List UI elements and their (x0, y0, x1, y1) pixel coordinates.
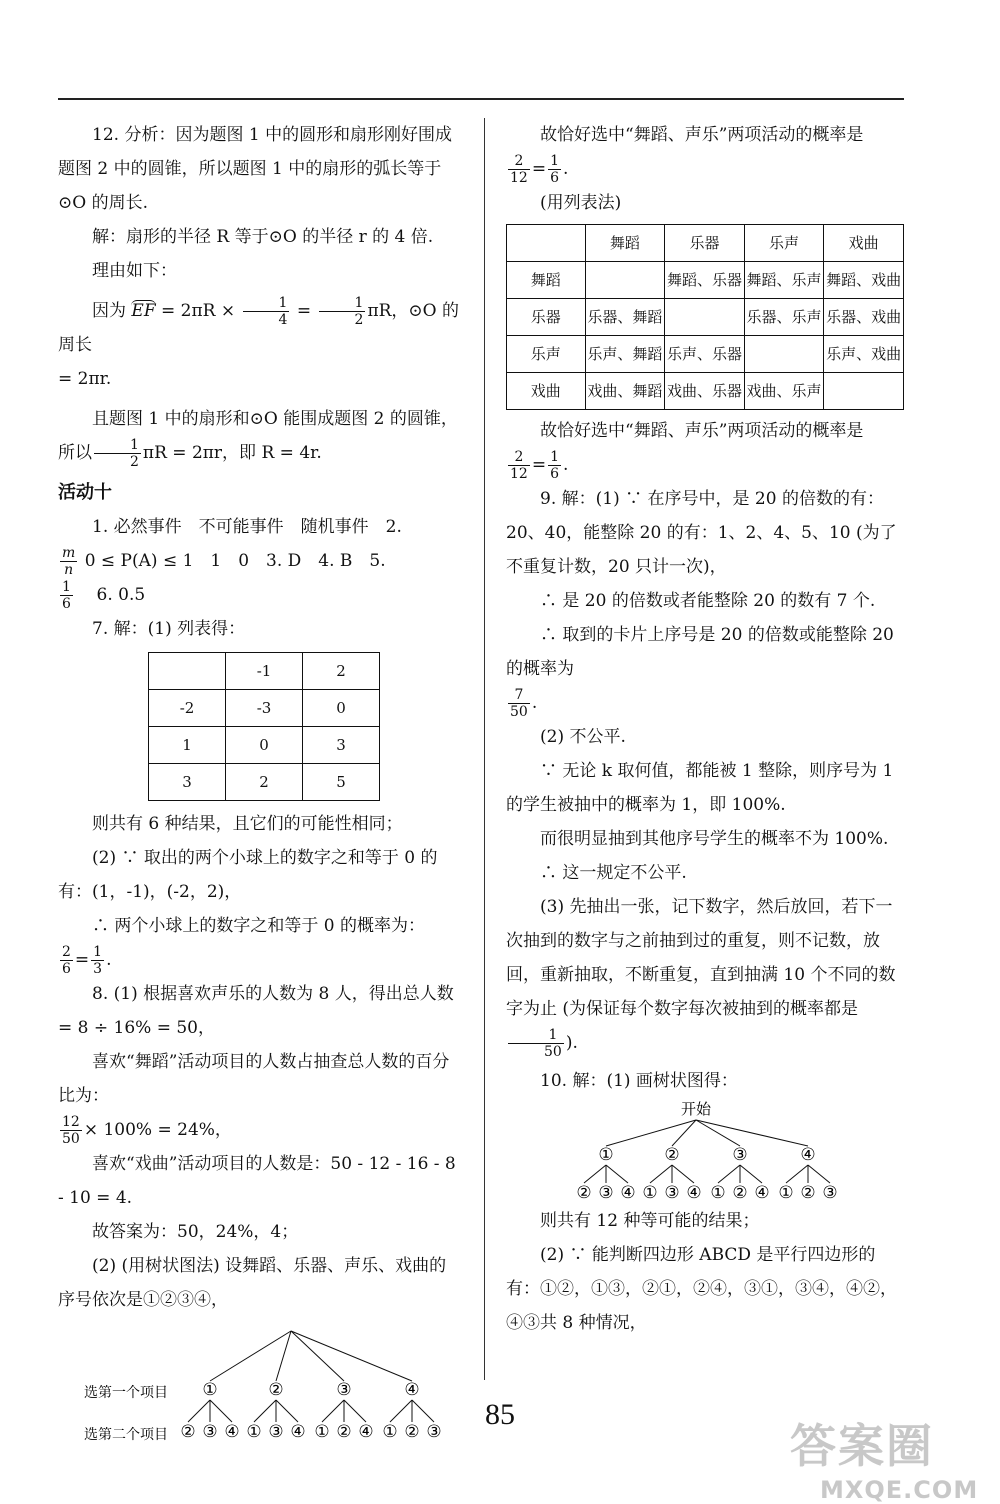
q8-opera: 喜欢“戏曲”活动项目的人数是：50 - 12 - 16 - 8 - 10 = 4. (58, 1154, 456, 1208)
a1-answers: 1. 必然事件 不可能事件 随机事件 2. (92, 517, 402, 537)
r-prob-1: 故恰好选中“舞蹈、声乐”两项活动的概率是 (540, 125, 864, 145)
fraction: $\frac{1}{6}$ (550, 449, 559, 482)
activity-table-row (507, 225, 904, 262)
q10-result: 则共有 12 种等可能的结果； (540, 1211, 760, 1231)
q8-dance: 喜欢“舞蹈”活动项目的人数占抽查总人数的百分比为： (58, 1052, 450, 1106)
r-prob-2: 故恰好选中“舞蹈、声乐”两项活动的概率是 (540, 421, 864, 441)
activity-table-cell: 戏曲 (824, 225, 904, 262)
q7-prob: ∴ 两个小球上的数字之和等于 0 的概率为： (92, 916, 426, 936)
fraction: $\frac{2}{12}$ (510, 449, 528, 482)
fraction: $\frac{1}{6}$ (550, 153, 559, 186)
q10-part1: 10. 解：(1) 画树状图得： (540, 1071, 738, 1091)
tree-node-level1: ③ (732, 1145, 748, 1165)
q7-table-cell: 3 (149, 764, 226, 801)
q9-reason1: ∵ 无论 k 取何值，都能被 1 整除，则序号为 1 的学生被抽中的概率为 1，即 100%. (506, 761, 894, 815)
q7-table-cell: 1 (149, 727, 226, 764)
fraction: $\frac{2}{6}$ (62, 944, 71, 977)
tree-node-level2: ③ (664, 1183, 680, 1203)
q7-table-row (149, 727, 380, 764)
q8-part1: 8. (1) 根据喜欢声乐的人数为 8 人，得出总人数 = 8 ÷ 16% = 50， (58, 984, 454, 1038)
tree-node-level2: ① (246, 1422, 262, 1442)
fraction: $\frac{7}{50}$ (510, 687, 528, 720)
tree-root: 开始 (680, 1100, 712, 1118)
tree-node-level2: ① (778, 1183, 794, 1203)
activity-table-cell (824, 373, 904, 410)
tree-node-level2: ③ (426, 1422, 442, 1442)
tree-node-level2: ② (180, 1422, 196, 1442)
activity-table-cell: 乐声 (507, 336, 586, 373)
q7-table-cell: -3 (226, 690, 303, 727)
q12-solution: 解：扇形的半径 R 等于⊙O 的半径 r 的 4 倍. (92, 227, 434, 247)
tree-node-level1: ③ (336, 1380, 352, 1400)
tree-node-level2: ④ (686, 1183, 702, 1203)
left-column (58, 118, 462, 1447)
activity-table-row (507, 262, 904, 299)
q7-table-cell: 5 (303, 764, 380, 801)
tree-node-level2: ④ (754, 1183, 770, 1203)
tree-node-level1: ① (598, 1145, 614, 1165)
tree-node-level1: ② (268, 1380, 284, 1400)
q9-prob: ∴ 取到的卡片上序号是 20 的倍数或能整除 20 的概率为 (506, 625, 894, 679)
q7-part2: (2) ∵ 取出的两个小球上的数字之和等于 0 的有：(1，-1)，(-2，2)， (58, 848, 438, 902)
tree-node-level1: ④ (404, 1380, 420, 1400)
tree-branch (696, 1120, 808, 1146)
tree-branch (672, 1165, 694, 1183)
tree-branch (650, 1165, 672, 1183)
header-rule (58, 98, 904, 100)
a1-answers-end: $\frac{1}{6}$ 6. 0.5 (62, 579, 146, 612)
activity-table-cell (507, 225, 586, 262)
column-divider (484, 118, 485, 1380)
q12-conclusion: 且题图 1 中的扇形和⊙O 能围成题图 2 的圆锥，所以 $\frac{1}{2}$ πR = 2πr，即 R = 4r. (58, 409, 458, 470)
tree-branch (606, 1165, 628, 1183)
tree-node-level2: ③ (598, 1183, 614, 1203)
tree-node-level2: ② (800, 1183, 816, 1203)
activity-table-cell (744, 336, 824, 373)
tree-diagram-2 (506, 1098, 904, 1204)
activity-table-cell: 乐声 (744, 225, 824, 262)
tree-branch (210, 1331, 291, 1381)
tree-node-level2: ③ (202, 1422, 218, 1442)
activity-table-cell: 舞蹈、乐器 (665, 262, 745, 299)
tree-node-level2: ① (382, 1422, 398, 1442)
r-method: (用列表法) (540, 193, 622, 213)
fraction: $\frac{1}{6}$ (62, 579, 71, 612)
tree-node-level1: ① (202, 1380, 218, 1400)
q9-part3: (3) 先抽出一张，记下数字，然后放回，若下一次抽到的数字与之前抽到过的重复，则不记数，放回，重新抽取，不断重复，直到抽满 10 个不同的数字为止 (为保证每个数字每次被抽到的概率都是 $\frac{1}{50}$ ). (506, 897, 896, 1060)
activity-table-row (507, 373, 904, 410)
q7-table (148, 652, 380, 801)
activity-table-cell: 舞蹈 (507, 262, 586, 299)
activity-table-cell: 乐器 (507, 299, 586, 336)
q7-prob-value: $\frac{2}{6}$ = $\frac{1}{3}$ . (62, 944, 112, 977)
q7-table-row (149, 653, 380, 690)
fraction: $\frac{1}{4}$ (243, 295, 290, 328)
tree-node-level1: ② (664, 1145, 680, 1165)
tree-node-level2: ② (576, 1183, 592, 1203)
tree-branch (584, 1165, 606, 1183)
q7-intro: 7. 解：(1) 列表得： (92, 619, 246, 639)
tree-branch (606, 1120, 696, 1146)
q9-unfair: ∴ 这一规定不公平. (540, 863, 687, 883)
tree-node-level2: ① (642, 1183, 658, 1203)
q7-table-cell: 0 (303, 690, 380, 727)
q7-table-row (149, 764, 380, 801)
tree-node-level2: ② (336, 1422, 352, 1442)
activity-table-cell: 乐声、舞蹈 (585, 336, 665, 373)
q9-part2: (2) 不公平. (540, 727, 626, 747)
activity-table-cell: 舞蹈 (585, 225, 665, 262)
q7-table-cell: 2 (226, 764, 303, 801)
a1-answers-cont: $\frac{m}{n}$ 0 ≤ P(A) ≤ 1 1 0 3. D 4. B 5. (62, 545, 386, 578)
activity-table-cell: 戏曲、舞蹈 (585, 373, 665, 410)
q7-table-row (149, 690, 380, 727)
activity-table-cell: 舞蹈、戏曲 (824, 262, 904, 299)
q8-part2: (2) (用树状图法) 设舞蹈、乐器、声乐、戏曲的序号依次是①②③④， (58, 1256, 447, 1310)
tree-node-level2: ② (732, 1183, 748, 1203)
tree-label-first: 选第一个项目 (84, 1385, 168, 1401)
tree-node-level2: ④ (358, 1422, 374, 1442)
q7-table-cell: 2 (303, 653, 380, 690)
activity-table-cell: 乐器、舞蹈 (585, 299, 665, 336)
fraction: $\frac{1}{3}$ (93, 944, 103, 977)
activity-table-cell (585, 262, 665, 299)
q8-dance-value: $\frac{12}{50}$ × 100% = 24%， (62, 1114, 232, 1147)
tree-node-level2: ① (314, 1422, 330, 1442)
tree-branch (291, 1331, 412, 1381)
q7-table-cell (149, 653, 226, 690)
tree-node-level1: ④ (800, 1145, 816, 1165)
fraction: $\frac{m}{n}$ (62, 545, 76, 578)
activity-table-cell: 乐器 (665, 225, 745, 262)
fraction: $\frac{1}{50}$ (508, 1027, 564, 1060)
r-prob-2-value: $\frac{2}{12}$ = $\frac{1}{6}$ . (510, 449, 569, 482)
activity-table-cell: 舞蹈、乐声 (744, 262, 824, 299)
arc-ef: EF (131, 301, 156, 321)
tree-node-level2: ③ (268, 1422, 284, 1442)
tree-node-level2: ① (710, 1183, 726, 1203)
tree-branch (696, 1120, 740, 1146)
fraction: $\frac{12}{50}$ (62, 1114, 80, 1147)
q9-reason2: 而很明显抽到其他序号学生的概率不为 100%. (540, 829, 889, 849)
activity-table-cell: 乐器、乐声 (744, 299, 824, 336)
tree-node-level2: ② (404, 1422, 420, 1442)
tree-label-second: 选第二个项目 (84, 1427, 168, 1443)
activity-table-cell: 戏曲 (507, 373, 586, 410)
activity-table-cell: 戏曲、乐声 (744, 373, 824, 410)
q12-arc-formula: 因为 EF = 2πR × $\frac{1}{4}$ = $\frac{1}{2}$ πR，⊙O 的周长 (58, 295, 459, 355)
watermark-logo: 答案圈 MXQE.COM (790, 1419, 979, 1504)
activity-table-cell (665, 299, 745, 336)
q7-result: 则共有 6 种结果，且它们的可能性相同； (92, 814, 403, 834)
activity-table (506, 224, 904, 410)
q7-table-cell: 3 (303, 727, 380, 764)
tree-branch (740, 1165, 762, 1183)
activity-table-cell: 乐声、乐器 (665, 336, 745, 373)
tree-node-level2: ④ (290, 1422, 306, 1442)
q12-reason: 理由如下： (92, 261, 177, 281)
q9-prob-value: $\frac{7}{50}$ . (510, 687, 538, 720)
tree-branch (718, 1165, 740, 1183)
section-title: 活动十 (58, 482, 112, 503)
tree-branch (291, 1331, 344, 1381)
tree-branch (786, 1165, 808, 1183)
q7-table-cell: -1 (226, 653, 303, 690)
q8-answer: 故答案为：50，24%，4； (92, 1222, 299, 1242)
tree-node-level2: ④ (620, 1183, 636, 1203)
activity-table-row (507, 336, 904, 373)
fraction: $\frac{1}{2}$ (319, 295, 366, 328)
q7-table-cell: 0 (226, 727, 303, 764)
q12-circumference: = 2πr. (58, 369, 112, 389)
q7-table-cell: -2 (149, 690, 226, 727)
q9-count: ∴ 是 20 的倍数或者能整除 20 的数有 7 个. (540, 591, 876, 611)
r-prob-1-value: $\frac{2}{12}$ = $\frac{1}{6}$ . (510, 153, 569, 186)
q12-analysis: 12. 分析：因为题图 1 中的圆形和扇形刚好围成题图 2 中的圆锥，所以题图 1 中的扇形的弧长等于⊙O 的周长. (58, 125, 453, 213)
activity-table-row (507, 299, 904, 336)
fraction: $\frac{2}{12}$ (510, 153, 528, 186)
page-number: 85 (485, 1398, 515, 1431)
activity-table-cell: 乐声、戏曲 (824, 336, 904, 373)
right-column (506, 118, 904, 1340)
tree-node-level2: ④ (224, 1422, 240, 1442)
q10-part2: (2) ∵ 能判断四边形 ABCD 是平行四边形的有：①②，①③，②①，②④，③①，③④，④②，④③共 8 种情况， (506, 1245, 897, 1333)
activity-table-cell: 戏曲、乐器 (665, 373, 745, 410)
activity-table-cell: 乐器、戏曲 (824, 299, 904, 336)
fraction: $\frac{1}{2}$ (94, 437, 141, 470)
tree-branch (808, 1165, 830, 1183)
tree-node-level2: ③ (822, 1183, 838, 1203)
q9-part1: 9. 解：(1) ∵ 在序号中，是 20 的倍数的有：20、40，能整除 20 的有：1、2、4、5、10 (为了不重复计数，20 只计一次)， (506, 489, 897, 577)
